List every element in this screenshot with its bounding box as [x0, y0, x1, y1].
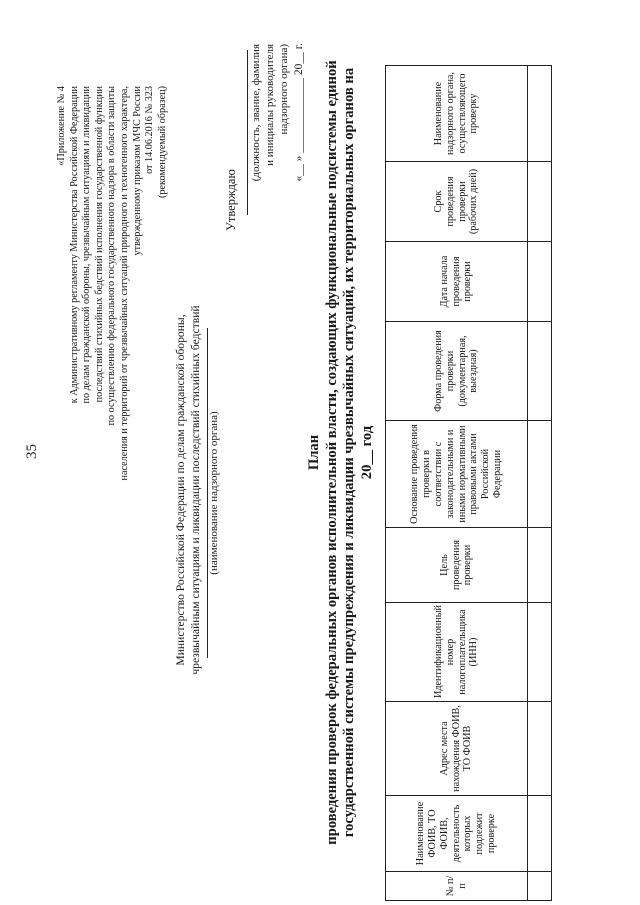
- table-cell: [528, 322, 552, 421]
- inspection-plan-table: [385, 65, 552, 901]
- plan-heading: [306, 0, 376, 905]
- appendix-line: по делам гражданской обороны, чрезвычайным ситуациям и ликвидации: [81, 86, 93, 404]
- approval-caption-line: и инициалы руководителя: [263, 44, 276, 166]
- plan-year-line: 20__ год: [358, 425, 375, 480]
- approval-caption: [250, 44, 291, 209]
- table-cell: [528, 528, 552, 603]
- approval-date-line: «__ » _____________ 20__ г.: [293, 43, 305, 182]
- col-header-foiv-name: Наименование ФОИВ, ТО ФОИВ, деятельность которых подлежит проверке: [386, 796, 528, 872]
- appendix-line: от 14.06.2016 № 323: [144, 86, 156, 174]
- appendix-block: [56, 86, 169, 646]
- page-number: 35: [24, 444, 40, 459]
- appendix-line: «Приложение № 4: [56, 86, 67, 166]
- table-cell: [528, 421, 552, 528]
- col-header-authority: Наименование надзорного органа, осуществляющего проверку: [386, 66, 528, 162]
- approval-signature-line: [247, 50, 248, 215]
- approval-title: Утверждаю: [224, 169, 238, 231]
- table-cell: [528, 66, 552, 162]
- col-header-inn: Идентификационный номер налогоплательщика (ИНН): [386, 603, 528, 702]
- table-cell: [528, 162, 552, 242]
- col-header-form: Форма проведения проверки (документарная, выездная): [386, 322, 528, 421]
- col-header-purpose: Цель проведения проверки: [386, 528, 528, 603]
- appendix-line: по осуществлению федерального государственного надзора в области защиты: [106, 86, 118, 426]
- appendix-line: к Административному регламенту Министерства Российской Федерации: [68, 86, 80, 404]
- col-header-basis: Основание проведения проверки в соответствии с законодательными и иными нормативными правовыми актами Российской Федерации: [386, 421, 528, 528]
- appendix-line: (рекомендуемый образец): [156, 86, 168, 198]
- appendix-line: последствий стихийных бедствий исполнения государственной функции: [93, 86, 105, 403]
- appendix-line: населения и территорий от чрезвычайных ситуаций природного и техногенного характера,: [118, 86, 130, 481]
- ministry-line: Министерство Российской Федерации по делам гражданской обороны,: [174, 314, 187, 666]
- ministry-name: [174, 240, 203, 740]
- approval-caption-line: (должность, звание, фамилия: [250, 44, 262, 182]
- ministry-line: чрезвычайным ситуациям и ликвидации последствий стихийных бедствий: [188, 305, 202, 675]
- table-cell: [528, 702, 552, 796]
- col-header-duration: Срок проведения проверки (рабочих дней): [386, 162, 528, 242]
- approval-caption-line: надзорного органа): [277, 44, 290, 135]
- col-header-number: № п/п: [386, 872, 528, 901]
- col-header-start-date: Дата начала проведения проверки: [386, 242, 528, 322]
- plan-subtitle-line: государственной системы предупреждения и ликвидации чрезвычайных ситуаций, их территориальных органов на: [341, 67, 357, 838]
- table-header-row: [386, 66, 528, 901]
- table-cell: [528, 603, 552, 702]
- col-header-address: Адрес места нахождения ФОИВ, ТО ФОИВ: [386, 702, 528, 796]
- table-row: [528, 66, 552, 901]
- plan-title: План: [306, 434, 322, 471]
- table-cell: [528, 242, 552, 322]
- table-cell: [528, 796, 552, 872]
- agency-name-caption: (наименование надзорного органа): [208, 411, 220, 575]
- plan-subtitle-line: проведения проверок федеральных органов исполнительной власти, создающих функциональные подсистемы единой: [323, 60, 340, 845]
- appendix-line: утвержденному приказом МЧС России: [131, 86, 143, 256]
- table-cell: [528, 872, 552, 901]
